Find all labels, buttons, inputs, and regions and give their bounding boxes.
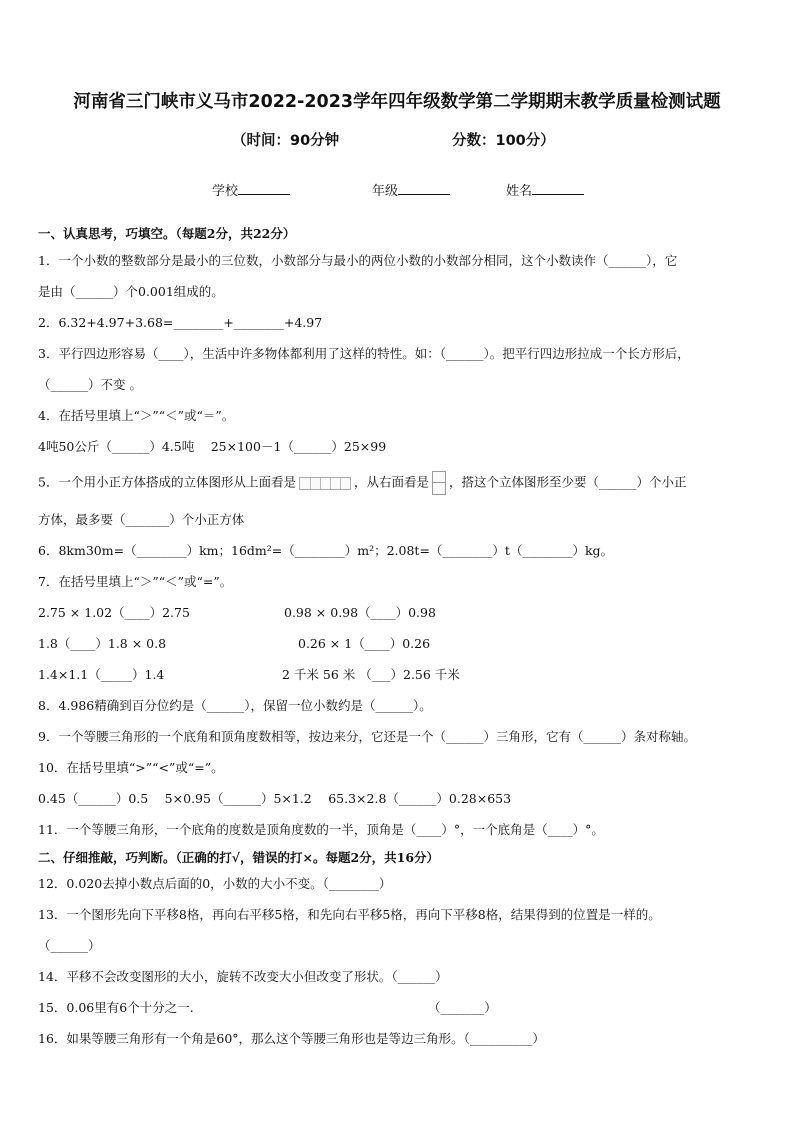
page-title: 河南省三门峡市义马市2022-2023学年四年级数学第二学期期末教学质量检测试题: [73, 92, 721, 112]
question-13-line-2: （______）: [38, 938, 101, 953]
section-2-heading: 二、仔细推敲，巧判断。（正确的打√，错误的打×。每题2分，共16分）: [38, 850, 440, 865]
side-view-figure-icon: [432, 471, 446, 495]
question-1-line-1: 1．一个小数的整数部分是最小的三位数，小数部分与最小的两位小数的小数部分相同，这个小数读作（______），它: [38, 253, 678, 268]
question-5-prefix: 5．一个用小正方体搭成的立体图形从上面看是: [38, 474, 296, 490]
question-8: 8．4.986精确到百分位约是（______），保留一位小数约是（______）。: [38, 698, 432, 713]
exam-time: （时间：90分钟: [232, 133, 340, 149]
question-15: 15．0.06里有6个十分之一.: [38, 1000, 194, 1015]
question-11: 11．一个等腰三角形，一个底角的度数是顶角度数的一半，顶角是（____）°，一个底角是（____）°。: [38, 822, 604, 837]
question-7-row-2-left: 1.8（____）1.8 × 0.8: [38, 636, 167, 651]
question-4-row: 4吨50公斤（______）4.5吨 25×100－1（______）25×99: [38, 439, 387, 454]
question-5-line-1: [38, 471, 687, 495]
name-blank: [532, 182, 584, 195]
question-7-row-2-right: 0.26 × 1（____）0.26: [298, 636, 431, 651]
grade-field: [372, 180, 450, 199]
name-field: [506, 180, 584, 199]
grade-label: 年级: [372, 184, 399, 199]
question-5-line-2: 方体，最多要（_______）个小正方体: [38, 512, 245, 527]
question-10-row: 0.45（______）0.5 5×0.95（______）5×1.2 65.3×2.8（______）0.28×653: [38, 791, 512, 806]
grade-blank: [398, 182, 450, 195]
question-7-row-1-left: 2.75 × 1.02（____）2.75: [38, 605, 190, 620]
question-15-answer: （_______）: [428, 1000, 497, 1015]
question-1-line-2: 是由（______）个0.001组成的。: [38, 284, 224, 299]
top-view-figure-icon: [299, 477, 351, 490]
question-5-middle: ，从右面看是: [353, 474, 429, 490]
question-14: 14．平移不会改变图形的大小，旋转不改变大小但改变了形状。（______）: [38, 969, 448, 984]
question-3-line-2: （______）不变 。: [38, 377, 142, 392]
question-9: 9．一个等腰三角形的一个底角和顶角度数相等，按边来分，它还是一个（______）三角形，它有（______）条对称轴。: [38, 729, 696, 744]
question-4: 4．在括号里填上“＞”“＜”或“＝”。: [38, 408, 235, 423]
question-5-suffix: ，搭这个立体图形至少要（______）个小正: [448, 474, 687, 490]
question-3-line-1: 3．平行四边形容易（____），生活中许多物体都利用了这样的特性。如：（______）。把平行四边形拉成一个长方形后，: [38, 346, 690, 361]
question-7: 7．在括号里填上“＞”“＜”或“=”。: [38, 574, 233, 589]
question-12: 12．0.020去掉小数点后面的0，小数的大小不变。（________）: [38, 876, 392, 891]
name-label: 姓名: [506, 184, 533, 199]
question-7-row-3-left: 1.4×1.1（_____）1.4: [38, 667, 165, 682]
exam-score: 分数：100分）: [452, 133, 555, 149]
question-13-line-1: 13．一个图形先向下平移8格，再向右平移5格，和先向右平移5格，再向下平移8格，结果得到的位置是一样的。: [38, 907, 661, 922]
question-16: 16．如果等腰三角形有一个角是60°，那么这个等腰三角形也是等边三角形。（__________）: [38, 1031, 545, 1046]
question-7-row-3-right: 2 千米 56 米 （___）2.56 千米: [282, 667, 460, 682]
school-blank: [238, 182, 290, 195]
school-field: [212, 180, 290, 199]
section-1-heading: 一、认真思考，巧填空。（每题2分，共22分）: [38, 226, 296, 241]
question-7-row-1-right: 0.98 × 0.98（____）0.98: [284, 605, 436, 620]
school-label: 学校: [212, 184, 239, 199]
question-10: 10．在括号里填“>”“<”或“=”。: [38, 760, 224, 775]
question-2: 2．6.32+4.97+3.68=________+________+4.97: [38, 315, 323, 330]
question-6: 6．8km30m=（________）km；16dm²=（________）m²；2.08t=（________）t（________）kg。: [38, 543, 614, 558]
